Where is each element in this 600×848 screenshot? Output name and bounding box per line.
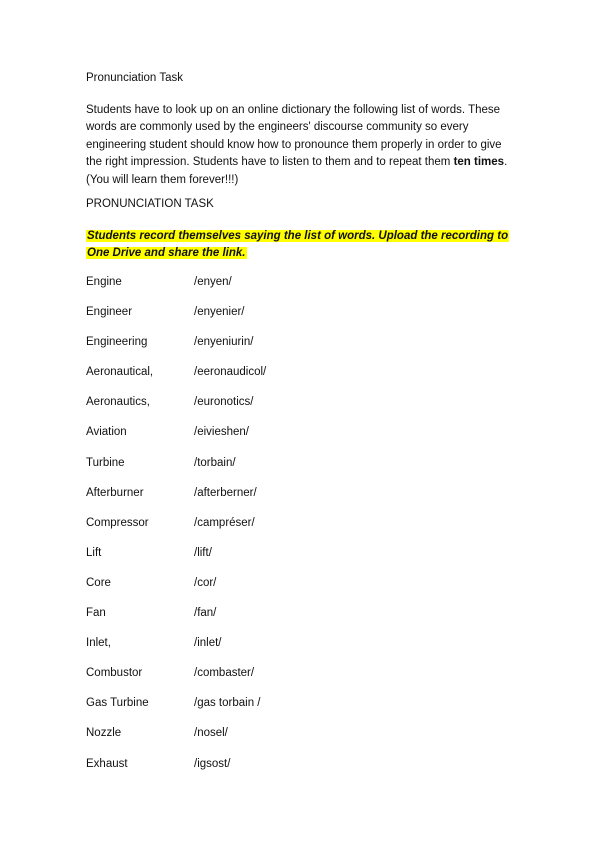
- word-pronunciation: /enyen/: [194, 276, 232, 288]
- intro-text-part2: . (You will learn them forever!!!): [86, 156, 508, 186]
- word-pronunciation: /lift/: [194, 546, 212, 559]
- word-pronunciation: /afterberner/: [194, 486, 257, 499]
- word-pronunciation: /campréser/: [194, 516, 255, 529]
- list-item: [86, 517, 386, 547]
- word-term: Fan: [86, 607, 106, 620]
- word-pronunciation: /eeronaudicol/: [194, 366, 267, 379]
- section-heading: PRONUNCIATION TASK: [86, 198, 214, 210]
- instruction-paragraph: [86, 228, 516, 261]
- list-item: [86, 727, 386, 757]
- list-item: [86, 336, 386, 366]
- word-term: Compressor: [86, 516, 149, 529]
- word-term: Nozzle: [86, 727, 122, 740]
- word-term: Engine: [86, 276, 122, 288]
- word-term: Lift: [86, 546, 102, 559]
- word-pronunciation: /igsost/: [194, 757, 231, 770]
- list-item: [86, 758, 386, 788]
- list-item: [86, 547, 386, 577]
- list-item: [86, 426, 386, 456]
- word-term: Engineering: [86, 336, 148, 349]
- word-term: Exhaust: [86, 757, 128, 770]
- list-item: [86, 457, 386, 487]
- word-term: Core: [86, 576, 111, 589]
- word-pronunciation: /nosel/: [194, 727, 228, 740]
- word-pronunciation: /eivieshen/: [194, 426, 249, 439]
- word-pronunciation: /fan/: [194, 607, 217, 620]
- word-term: Gas Turbine: [86, 697, 149, 710]
- list-item: [86, 366, 386, 396]
- word-term: Combustor: [86, 667, 143, 680]
- word-pronunciation: /combaster/: [194, 667, 255, 680]
- word-term: Inlet,: [86, 637, 111, 650]
- word-pronunciation: /euronotics/: [194, 396, 254, 409]
- list-item: [86, 276, 386, 306]
- highlighted-instruction: Students record themselves saying the list of words. Upload the recording to One Drive and share the link.: [87, 230, 509, 259]
- word-pronunciation: /gas torbain /: [194, 697, 261, 710]
- intro-paragraph: [86, 102, 518, 189]
- word-term: Aeronautics,: [86, 396, 150, 409]
- word-term: Aviation: [86, 426, 127, 439]
- word-term: Aeronautical,: [86, 366, 154, 379]
- list-item: [86, 667, 386, 697]
- list-item: [86, 607, 386, 637]
- list-item: [86, 637, 386, 667]
- list-item: [86, 306, 386, 336]
- word-pronunciation: /enyenier/: [194, 306, 245, 319]
- intro-text-bold: ten times: [453, 156, 505, 169]
- word-pronunciation: /inlet/: [194, 637, 222, 650]
- word-pronunciation: /enyeniurin/: [194, 336, 254, 349]
- word-term: Afterburner: [86, 486, 144, 499]
- word-pronunciation: /cor/: [194, 576, 217, 589]
- list-item: [86, 396, 386, 426]
- list-item: [86, 697, 386, 727]
- intro-text-part1: Students have to look up on an online dictionary the following list of words. These words are commonly used by the engineers' discourse community so every engineering student should know how to pronounce them properly in order to give the right impression. Students have to listen to them and to repeat them: [86, 104, 502, 169]
- list-item: [86, 487, 386, 517]
- list-item: [86, 577, 386, 607]
- document-title: Pronunciation Task: [86, 72, 183, 84]
- word-list: [86, 276, 386, 788]
- word-term: Turbine: [86, 456, 125, 469]
- word-term: Engineer: [86, 306, 133, 319]
- word-pronunciation: /torbain/: [194, 456, 236, 469]
